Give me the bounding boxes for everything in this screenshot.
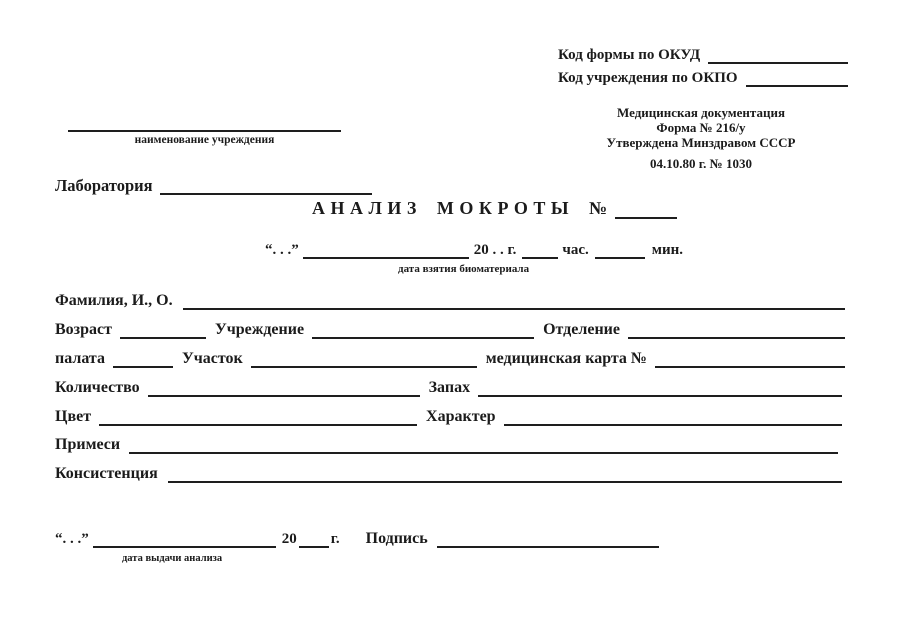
doc-info-line1: Медицинская документация [617, 105, 785, 120]
issue-date-caption: дата выдачи анализа [122, 553, 223, 564]
issue-date-row [55, 529, 659, 548]
okud-label: Код формы по ОКУД [558, 47, 701, 63]
consistency-row [55, 464, 842, 483]
color-blank [99, 420, 417, 426]
issue-year-suffix: г. [330, 531, 340, 547]
signature-label: Подпись [365, 530, 428, 547]
med-card-label: медицинская карта № [485, 350, 648, 367]
sample-hours-label: час. [562, 242, 589, 258]
okud-row [558, 46, 848, 64]
impurities-label: Примеси [55, 436, 121, 453]
institution-field-blank [312, 333, 534, 339]
okpo-row [558, 69, 848, 87]
institution-label: Учреждение [214, 321, 305, 338]
name-row [55, 291, 845, 310]
department-label: Отделение [543, 321, 620, 338]
impurities-row [55, 435, 838, 454]
institution-caption: наименование учреждения [134, 134, 275, 146]
age-label: Возраст [55, 321, 112, 338]
sample-date-blank [303, 253, 469, 259]
sample-date-row [265, 241, 683, 259]
issue-date-blank [93, 542, 276, 548]
color-label: Цвет [55, 408, 92, 425]
page-title: АНАЛИЗ МОКРОТЫ № [312, 198, 613, 218]
sample-hours-blank [522, 253, 558, 259]
name-label: Фамилия, И., О. [55, 292, 173, 309]
sample-date-year: 20 . . г. [473, 242, 517, 258]
ward-label: палата [55, 350, 105, 367]
issue-year-blank [299, 542, 329, 548]
issue-year-prefix: 20 [281, 531, 297, 547]
sample-date-quote: “. . .” [265, 242, 299, 258]
precinct-label: Участок [181, 350, 243, 367]
color-row [55, 407, 842, 426]
doc-info-line4: 04.10.80 г. № 1030 [649, 156, 752, 171]
character-label: Характер [426, 408, 496, 425]
sample-minutes-label: мин. [651, 242, 684, 258]
okud-blank [708, 58, 848, 64]
sample-minutes-blank [595, 253, 645, 259]
age-blank [120, 333, 206, 339]
consistency-blank [168, 477, 842, 483]
quantity-blank [148, 391, 420, 397]
laboratory-row [55, 176, 372, 195]
department-blank [628, 333, 845, 339]
odor-label: Запах [428, 379, 471, 396]
title-row [312, 197, 677, 219]
odor-blank [478, 391, 842, 397]
laboratory-blank [160, 189, 372, 195]
name-blank [183, 304, 845, 310]
quantity-row [55, 378, 842, 397]
ward-row [55, 349, 845, 368]
institution-block [68, 116, 341, 146]
character-blank [504, 420, 842, 426]
issue-date-quote: “. . .” [55, 531, 89, 547]
laboratory-label: Лаборатория [55, 176, 153, 195]
impurities-blank [129, 448, 838, 454]
doc-info-line3: Утверждена Минздравом СССР [606, 135, 796, 150]
okpo-label: Код учреждения по ОКПО [558, 70, 738, 86]
institution-blank [68, 116, 341, 132]
okpo-blank [746, 81, 848, 87]
consistency-label: Консистенция [55, 465, 158, 482]
title-number-blank [615, 213, 677, 219]
sample-date-caption: дата взятия биоматериала [398, 263, 530, 275]
age-row [55, 320, 845, 339]
ward-blank [113, 362, 173, 368]
med-card-blank [655, 362, 845, 368]
doc-info-line2: Форма № 216/у [656, 120, 746, 135]
signature-blank [437, 542, 659, 548]
quantity-label: Количество [55, 379, 140, 396]
precinct-blank [251, 362, 477, 368]
doc-info-block [590, 105, 812, 171]
